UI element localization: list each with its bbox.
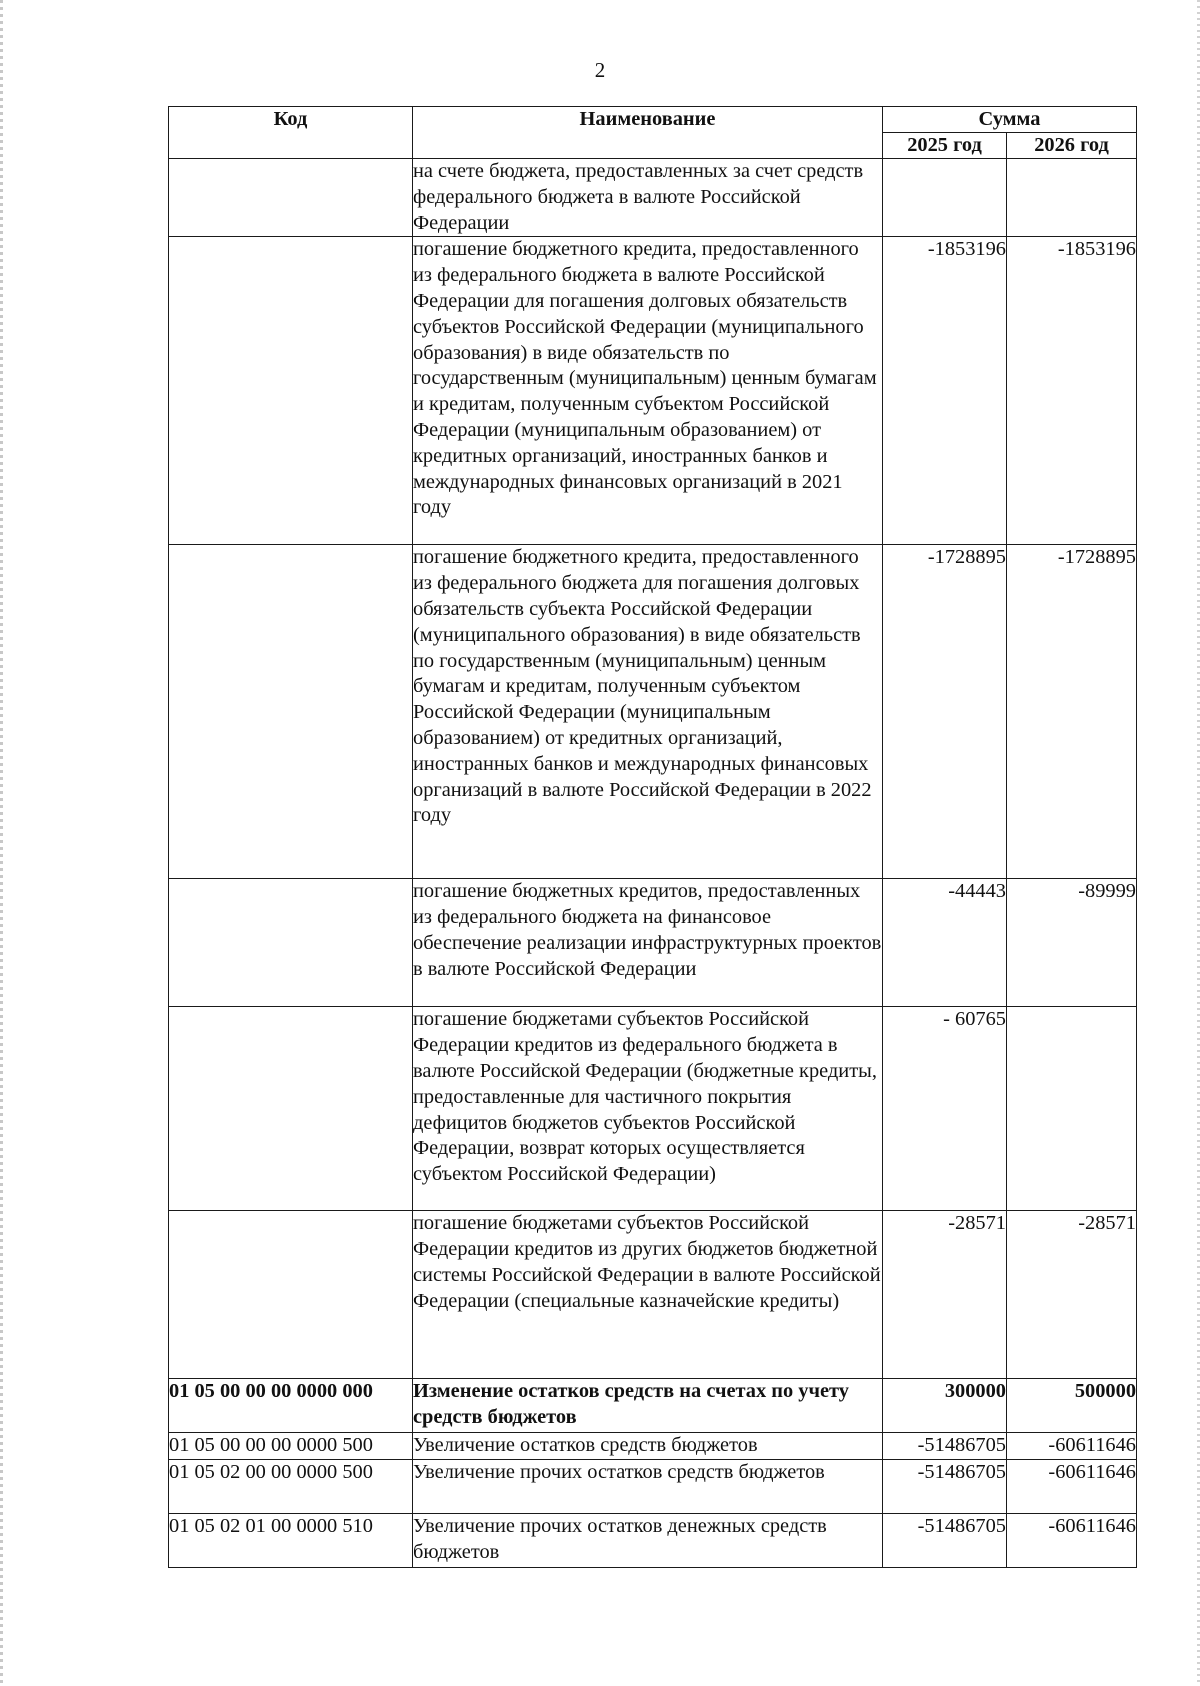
row-value-2025: - 60765: [883, 1007, 1007, 1211]
row-value-2025: -28571: [883, 1211, 1007, 1379]
row-name: погашение бюджетных кредитов, предоставленных из федерального бюджета на финансовое обеспечение реализации инфраструктурных проектов в валюте Российской Федерации: [413, 879, 883, 1007]
table-row: [169, 159, 1137, 237]
row-value-2025: 300000: [883, 1379, 1007, 1433]
row-value-2026: -28571: [1007, 1211, 1137, 1379]
table-row: [169, 1433, 1137, 1460]
row-name: погашение бюджетами субъектов Российской Федерации кредитов из федерального бюджета в валюте Российской Федерации (бюджетные кредиты, предоставленные для частичного покрытия дефицитов бюджетов субъектов Российской Федерации, возврат которых осуществляется субъектом Российской Федерации): [413, 1007, 883, 1211]
table-row: [169, 237, 1137, 545]
row-code: 01 05 00 00 00 0000 000: [169, 1379, 413, 1433]
table-row: [169, 1211, 1137, 1379]
row-value-2025: [883, 159, 1007, 237]
row-value-2026: -89999: [1007, 879, 1137, 1007]
row-code: 01 05 02 01 00 0000 510: [169, 1514, 413, 1568]
row-value-2026: -1728895: [1007, 545, 1137, 879]
row-value-2025: -51486705: [883, 1433, 1007, 1460]
table-row: [169, 545, 1137, 879]
row-value-2025: -51486705: [883, 1514, 1007, 1568]
row-name: Изменение остатков средств на счетах по учету средств бюджетов: [413, 1379, 883, 1433]
row-code: [169, 237, 413, 545]
row-value-2026: -60611646: [1007, 1433, 1137, 1460]
row-name: погашение бюджетного кредита, предоставленного из федерального бюджета в валюте Российской Федерации для погашения долговых обязательств субъектов Российской Федерации (муниципального образования) в виде обязательств по государственным (муниципальным) ценным бумагам и кредитам, полученным субъектом Российской Федерации (муниципальным образованием) от кредитных организаций, иностранных банков и международных финансовых организаций в 2021 году: [413, 237, 883, 545]
header-code: Код: [169, 107, 413, 159]
row-name: погашение бюджетного кредита, предоставленного из федерального бюджета для погашения долговых обязательств субъекта Российской Федерации (муниципального образования) в виде обязательств по государственным (муниципальным) ценным бумагам и кредитам, полученным субъектом Российской Федерации (муниципальным образованием) от кредитных организаций, иностранных банков и международных финансовых организаций в валюте Российской Федерации в 2022 году: [413, 545, 883, 879]
table-row: [169, 1379, 1137, 1433]
row-name: погашение бюджетами субъектов Российской Федерации кредитов из других бюджетов бюджетной системы Российской Федерации в валюте Российской Федерации (специальные казначейские кредиты): [413, 1211, 883, 1379]
row-value-2026: -60611646: [1007, 1460, 1137, 1514]
row-value-2025: -1853196: [883, 237, 1007, 545]
row-code: 01 05 00 00 00 0000 500: [169, 1433, 413, 1460]
row-name: Увеличение прочих остатков денежных средств бюджетов: [413, 1514, 883, 1568]
table-row: [169, 1514, 1137, 1568]
row-value-2026: -60611646: [1007, 1514, 1137, 1568]
table-row: [169, 1007, 1137, 1211]
table-row: [169, 1460, 1137, 1514]
row-value-2025: -51486705: [883, 1460, 1007, 1514]
row-code: 01 05 02 00 00 0000 500: [169, 1460, 413, 1514]
row-value-2025: -1728895: [883, 545, 1007, 879]
row-value-2026: -1853196: [1007, 237, 1137, 545]
row-value-2025: -44443: [883, 879, 1007, 1007]
row-name: на счете бюджета, предоставленных за счет средств федерального бюджета в валюте Российской Федерации: [413, 159, 883, 237]
row-name: Увеличение прочих остатков средств бюджетов: [413, 1460, 883, 1514]
header-year-2026: 2026 год: [1007, 133, 1137, 159]
page-number: 2: [594, 58, 606, 82]
header-name: Наименование: [413, 107, 883, 159]
row-code: [169, 545, 413, 879]
row-code: [169, 1007, 413, 1211]
row-name: Увеличение остатков средств бюджетов: [413, 1433, 883, 1460]
row-value-2026: 500000: [1007, 1379, 1137, 1433]
row-value-2026: [1007, 159, 1137, 237]
scan-edge-left: [0, 0, 3, 1686]
table-row: [169, 879, 1137, 1007]
row-code: [169, 879, 413, 1007]
budget-sources-table: [168, 106, 1137, 1568]
row-code: [169, 1211, 413, 1379]
header-sum: Сумма: [883, 107, 1137, 133]
header-year-2025: 2025 год: [883, 133, 1007, 159]
row-value-2026: [1007, 1007, 1137, 1211]
row-code: [169, 159, 413, 237]
